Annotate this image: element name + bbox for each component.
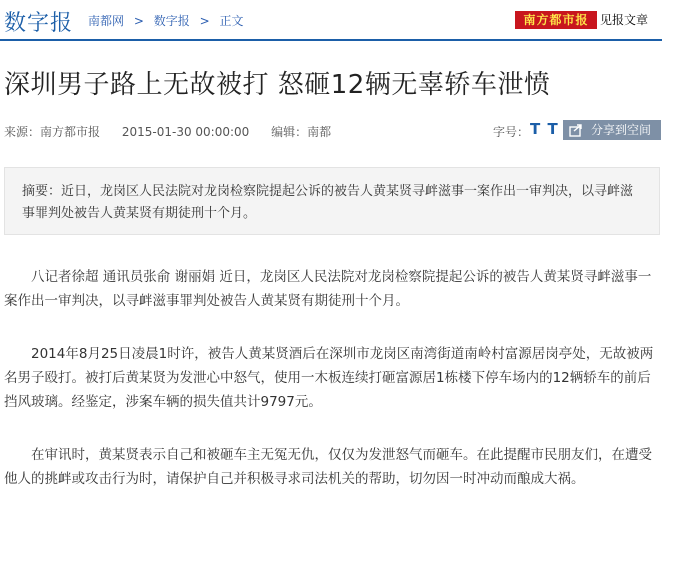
source-value: 南方都市报 [40, 125, 101, 139]
article-paragraph: 在审讯时，黄某贤表示自己和被砸车主无冤无仇，仅仅为发泄怒气而砸车。在此提醒市民朋友们，在遭受他人的挑衅或攻击行为时，请保护自己并积极寻求司法机关的帮助，切勿因一时冲动而酿成大祸。 [4, 447, 652, 487]
summary-label: 摘要： [22, 184, 62, 199]
article-paragraph: 2014年8月25日凌晨1时许，被告人黄某贤酒后在深圳市龙岗区南湾街道南岭村富源居岗亭处，无故被两名男子殴打。被打后黄某贤为发泄心中怒气，使用一木板连续打砸富源居1栋楼下停车场内的12辆轿车的前后挡风玻璃。经鉴定，涉案车辆的损失值共计9797元。 [4, 346, 654, 410]
font-size-toggle[interactable]: T T [530, 120, 559, 138]
article-meta [4, 123, 331, 140]
breadcrumb-item-current: 正文 [219, 14, 244, 28]
publish-date: 2015-01-30 00:00:00 [121, 125, 250, 139]
summary-box [4, 167, 660, 235]
breadcrumb-item-digital[interactable]: 数字报 [153, 14, 190, 28]
newspaper-logo[interactable]: 南方都市报 [515, 11, 597, 29]
font-size-label: 字号： [493, 125, 530, 139]
breadcrumb-separator: > [199, 14, 210, 28]
source-label: 来源： [4, 125, 41, 139]
share-label: 分享到空间 [591, 123, 652, 137]
article-title: 深圳男子路上无故被打 怒砸12辆无辜轿车泄愤 [4, 70, 551, 100]
site-title[interactable]: 数字报 [4, 11, 74, 36]
share-icon [569, 123, 583, 137]
original-article-link[interactable]: 见报文章 [600, 13, 649, 27]
summary-text [22, 181, 642, 225]
article-paragraph: 八记者徐超 通讯员张俞 谢丽娟 近日，龙岗区人民法院对龙岗检察院提起公诉的被告人黄某贤寻衅滋事一案作出一审判决，以寻衅滋事罪判处被告人黄某贤有期徒刑十个月。 [4, 269, 652, 309]
editor-label: 编辑： [271, 125, 308, 139]
header-divider [0, 39, 662, 41]
breadcrumb [88, 12, 243, 29]
breadcrumb-separator: > [133, 14, 144, 28]
share-to-qzone-button[interactable] [563, 120, 661, 140]
breadcrumb-item-nandu[interactable]: 南都网 [88, 14, 125, 28]
summary-content: 近日，龙岗区人民法院对龙岗检察院提起公诉的被告人黄某贤寻衅滋事一案作出一审判决，以寻衅滋事罪判处被告人黄某贤有期徒刑十个月。 [22, 184, 634, 221]
editor-value: 南都 [307, 125, 332, 139]
top-bar [0, 0, 685, 40]
